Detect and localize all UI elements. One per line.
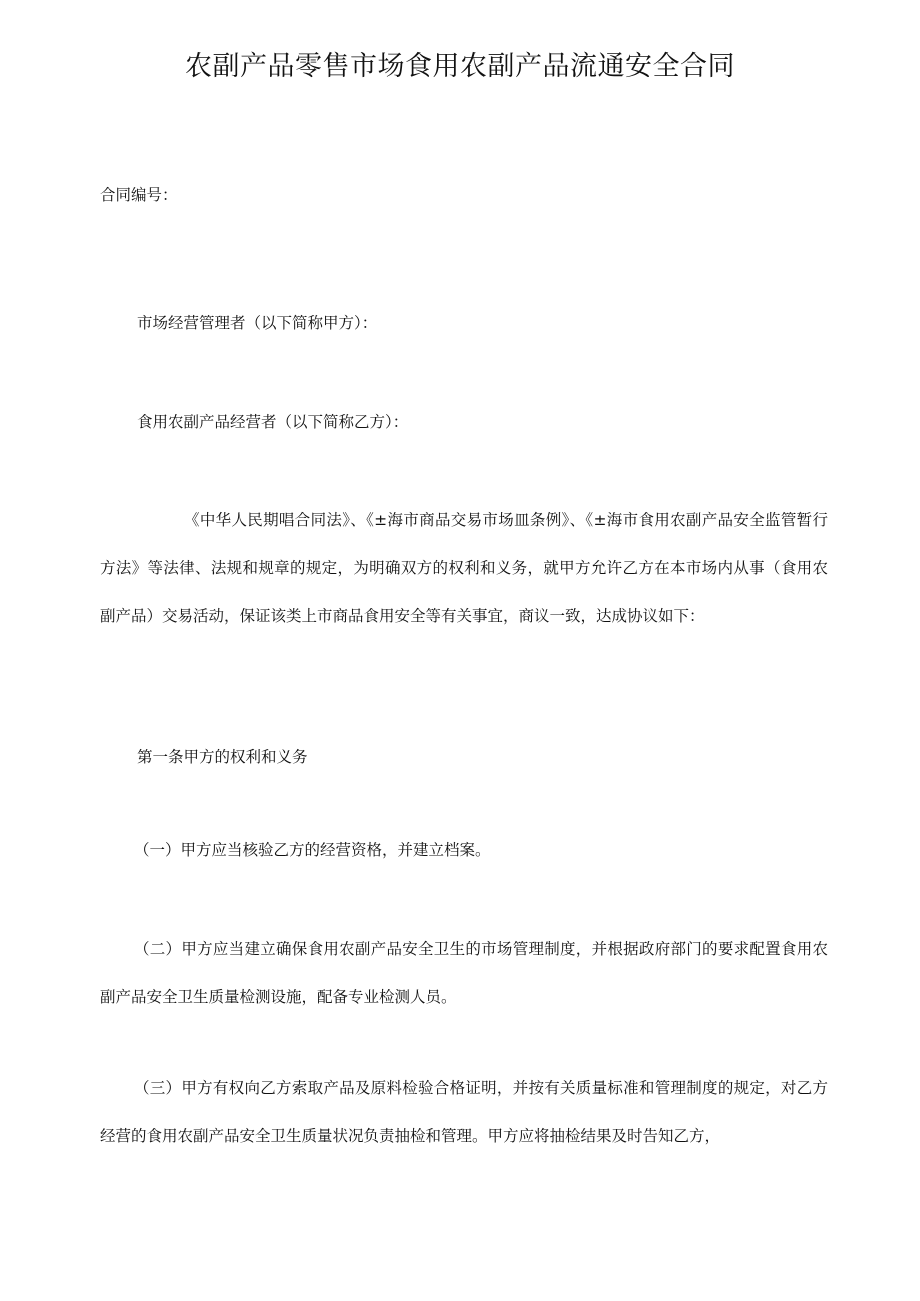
party-b-line: 食用农副产品经营者（以下简称乙方）： (137, 413, 409, 431)
clause-1: （一）甲方应当核验乙方的经营资格，并建立档案。 (134, 841, 491, 859)
clause-2: （二）甲方应当建立确保食用农副产品安全卫生的市场管理制度，并根据政府部门的要求配置食用农副产品安全卫生质量检测设施，配备专业检测人员。 (100, 940, 828, 1006)
article-1-heading: 第一条甲方的权利和义务 (137, 748, 308, 766)
clause-3: （三）甲方有权向乙方索取产品及原料检验合格证明，并按有关质量标准和管理制度的规定，对乙方经营的食用农副产品安全卫生质量状况负责抽检和管理。甲方应将抽检结果及时告知乙方， (100, 1079, 828, 1145)
contract-number-label: 合同编号： (100, 186, 178, 204)
document-title: 农副产品零售市场食用农副产品流通安全合同 (185, 51, 735, 82)
party-a-line: 市场经营管理者（以下简称甲方）： (137, 314, 378, 332)
preamble-paragraph: 《中华人民期唱合同法》、《±海市商品交易市场皿条例》、《±海市食用农副产品安全监管暂行方法》等法律、法规和规章的规定，为明确双方的权利和义务，就甲方允许乙方在本市场内从事（食用农副产品）交易活动，保证该类上市商品食用安全等有关事宜，商议一致，达成协议如下： (100, 511, 828, 625)
